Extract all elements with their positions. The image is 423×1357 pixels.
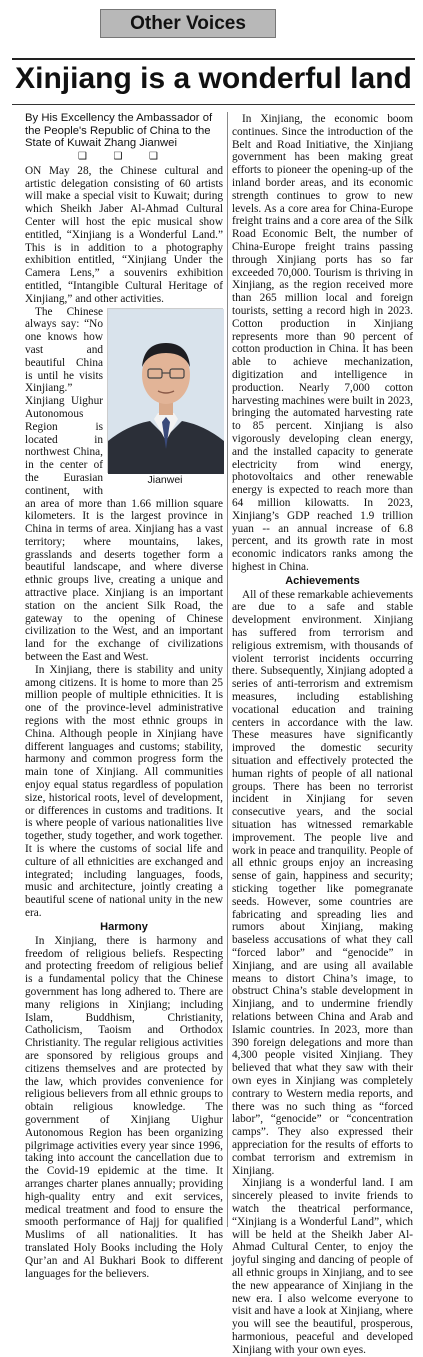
author-photo-figure <box>107 308 223 488</box>
paragraph-1: ON May 28, the Chinese cultural and artistic delegation consisting of 60 artists will make a special visit to Kuwait; during which Sheikh Jaber Al-Ahmad Cultural Center will host the epic musical show entitled, “Xinjiang is a Wonderful Land.” This is in addition to a photography exhibition entitled, “Xinjiang Under the Camera Lens,” a souvenirs exhibition entitled, “Intangible Cultural Heritage of Xinjiang,” and other activities. <box>25 164 223 305</box>
paragraph-2: The Chinese always say: “No one knows how vast and beautiful China is until he visits Xinjiang.” Xinjiang Uighur Autonomous Region is located in northwest China, in the center of the Eurasian continent, with an area of more than 1.66 million square kilometers. It is the largest province in China in terms of area. Xinjiang has a vast territory; where mountains, lakes, grasslands and deserts together form a beautiful landscape, and where diverse ethnic groups live, creating a unique and attractive place. Xinjiang is an important station on the ancient Silk Road, the gateway to the opening of Chinese civilization to the West, and an important land for the exchange of civilizations between the East and West. <box>25 305 223 664</box>
article-headline: Xinjiang is a wonderful land <box>15 62 412 95</box>
column-divider <box>227 112 228 1227</box>
portrait-illustration <box>108 309 224 474</box>
paragraph-6: All of these remarkable achievements are due to a safe and stable development environment. Xinjiang has suffered from terrorism and religious extremism, with thousands of violent terrorist incidents occurring there. Subsequently, Xinjiang adopted a series of anti-terrorism and extremism measures, including establishing vocational education and training centers in accordance with the law. These measures have significantly improved the domestic security situation and effectively protected the human rights of people of all national groups. There has been no terrorist incident in Xinjiang for seven consecutive years, and the social situation has witnessed remarkable improvement. The people live and work in peace and tranquility. People of all ethnic groups enjoy an increasing sense of gain, happiness and security; sticking together like pomegranate seeds. However, some countries are fabricating and spreading lies and rumors about Xinjiang, making baseless accusations of what they call “forced labor” and “genocide” in Xinjiang, and are using all available means to distort China’s image, to obstruct China’s stable development in Xinjiang, and to undermine friendly relations between China and Arab and Islamic countries. In 2023, more than 390 foreign delegations and more than 4,300 people visited Xinjiang. They believed that what they saw with their own eyes in Xinjiang was completely contrary to Western media reports, and there was no such thing as “forced labor”, “genocide” or “concentration camps”. They also expressed their appreciation for the results of efforts to combat terrorism and extremism in Xinjiang. <box>232 588 413 1177</box>
right-column <box>232 113 413 1357</box>
subhead-harmony: Harmony <box>100 920 148 933</box>
paragraph-5: In Xinjiang, the economic boom continues. Since the introduction of the Belt and Road Initiative, the Xinjiang government has been making great efforts to pioneer the opening-up of the inland border areas, and its economic strength continues to grow to new levels. As a core area for China-Europe freight trains and a core area of the Silk Road Economic Belt, the number of China-Europe freight trains passing through Xinjiang ports has so far exceeded 70,000. Tourism is thriving in Xinjiang, as the region received more than 265 million local and foreign tourists, setting a record high in 2023. Cotton production in Xinjiang represents more than 90 percent of cotton production in China. It has been able to achieve mechanization, digitization and intelligence in production. Nearly 7,000 cotton harvesting machines were built in 2023, bringing the automated harvesting rate to 85 percent. Xinjiang is also vigorously developing clean energy, and the installed capacity to generate electricity from wind energy, photovoltaics and other renewable energy is expected to reach more than 64 million kilowatts. In 2023, Xinjiang’s GDP reached 1.9 trillion yuan -- an annual increase of 6.8 percent, and its growth rate in most economic indicators ranks among the highest in China. <box>232 113 413 573</box>
headline-rule <box>12 104 415 105</box>
byline-bullets: ❑ ❑ ❑ <box>78 150 170 162</box>
left-column <box>25 112 223 1280</box>
paragraph-7: Xinjiang is a wonderful land. I am sincerely pleased to invite friends to watch the theatrical performance, “Xinjiang is a Wonderful Land”, which will be held at the Sheikh Jaber Al-Ahmad Cultural Center, to enjoy the joyful singing and dancing of people of all ethnic groups in Xinjiang, and to see the new appearance of Xinjiang in the new era. I also welcome everyone to visit and have a look at Xinjiang, where you will see the beautiful, prosperous, harmonious, peaceful and developed Xinjiang with your own eyes. <box>232 1177 413 1356</box>
subhead-achievements: Achievements <box>285 574 360 587</box>
section-header: Other Voices <box>100 9 276 38</box>
paragraph-3: In Xinjiang, there is stability and unity among citizens. It is home to more than 25 million people of multiple ethnicities. It is one of the province-level administrative regions with the most ethnic groups in China. Although people in Xinjiang have different languages and customs; stability, harmony and common progress form the main tone of Xinjiang. All communities enjoy equal status regardless of population size, historical roots, level of development, or differences in customs and traditions. It is where people of various nationalities live together, study together, and work together. It is where the customs of social life and culture of all ethnicities are exchanged and integrated; including languages, foods, music and architecture, jointly creating a beautiful scene of national unity in the new era. <box>25 663 223 919</box>
paragraph-4: In Xinjiang, there is harmony and freedom of religious beliefs. Respecting and protecting freedom of religious belief is a fundamental policy that the Chinese government has long adhered to. There are many religions in Xinjiang; including Islam, Buddhism, Christianity, Catholicism, Taoism and Orthodox Christianity. The regular religious activities are sponsored by religious groups and citizens themselves and are protected by the law, which provides convenience for religious believers from all ethnic groups to obtain religious knowledge. The government of Xinjiang Uighur Autonomous Region has been organizing pilgrimage activities every year since 1996, taking into account the cancellation due to the Covid-19 epidemic at the time. It arranges charter planes annually; providing high-quality entry and exit services, medical treatment and food to ensure the smooth performance of Hajj for qualified Muslims of all nationalities. It has translated Holy Books including the Holy Qur’an and Al Bukhari Book to different languages for the believers. <box>25 934 223 1280</box>
article-byline: By His Excellency the Ambassador of the People's Republic of China to the State of Kuwait Zhang Jianwei <box>25 112 213 150</box>
photo-caption: Jianwei <box>147 473 183 486</box>
author-photo <box>107 308 223 473</box>
top-rule <box>12 58 415 60</box>
